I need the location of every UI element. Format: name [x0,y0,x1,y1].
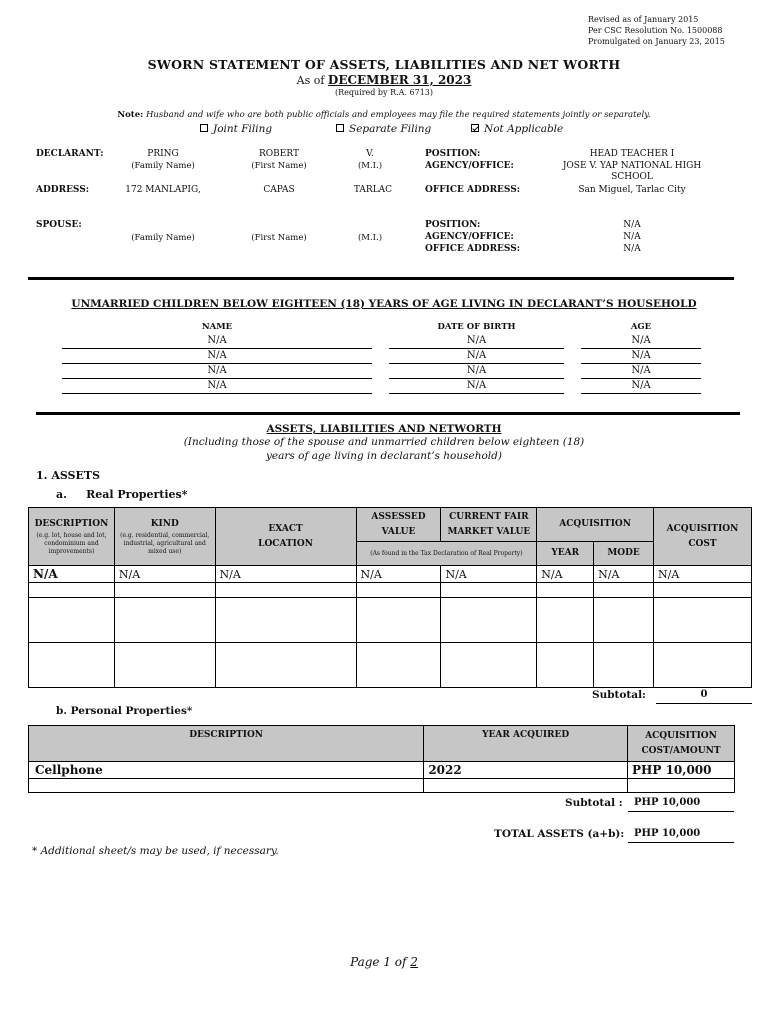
child-dob: N/A [389,349,564,364]
spouse-family-name-caption: (Family Name) [131,233,195,243]
declarant-agency-line2: SCHOOL [611,172,653,182]
children-dob-header: DATE OF BIRTH [437,322,516,332]
child-dob: N/A [389,379,564,394]
page-number-prefix: Page 1 of [350,955,411,969]
not-applicable-option[interactable] [471,123,563,135]
real-mode-cell: N/A [594,566,654,583]
child-name: N/A [62,349,372,364]
real-subtotal-label: Subtotal: [592,689,646,701]
real-mode-header: MODE [594,542,654,566]
real-kind-cell: N/A [114,566,215,583]
child-age: N/A [581,334,701,349]
as-of-line [0,73,768,87]
mi-caption: (M.I.) [357,161,383,171]
personal-cost-header: ACQUISITION COST/AMOUNT [628,726,735,762]
real-assessed-header: ASSESSED VALUE [356,508,441,542]
not-applicable-label: Not Applicable [484,123,564,135]
revision-line: Promulgated on January 23, 2015 [588,37,725,46]
spouse-agency: N/A [623,232,641,242]
real-year-header: YEAR [537,542,594,566]
not-applicable-checkbox[interactable] [471,124,479,132]
required-by: (Required by R.A. 6713) [334,88,434,97]
children-age-column [581,334,701,394]
spouse-position-label: POSITION: [425,220,481,230]
real-description-header-label: DESCRIPTION [34,519,109,529]
table-row [29,583,752,598]
personal-subtotal-value: PHP 10,000 [628,797,734,812]
declarant-office-address: San Miguel, Tarlac City [578,185,686,195]
assets-subtitle-2: years of age living in declarant’s household) [266,450,502,462]
real-description-note: (e.g. lot, house and lot, condominium and improvements) [36,532,107,555]
real-kind-header [114,508,215,566]
declarant-first-name: ROBERT [259,149,299,159]
tax-declaration-note: (As found in the Tax Declaration of Real Property) [370,549,523,557]
personal-year-cell: 2022 [424,762,628,779]
child-age: N/A [581,379,701,394]
page-title: SWORN STATEMENT OF ASSETS, LIABILITIES AND NET WORTH [147,57,621,72]
declarant-mi: V. [366,149,374,159]
personal-year-header: YEAR ACQUIRED [424,726,628,762]
children-dob-column [389,334,564,394]
tax-declaration-note-cell [356,542,537,566]
personal-properties-heading: b. Personal Properties* [56,705,193,717]
real-fair-cell: N/A [441,566,537,583]
personal-subtotal-label: Subtotal : [565,797,623,809]
child-name: N/A [62,379,372,394]
address-city: CAPAS [263,185,295,195]
real-kind-header-label: KIND [150,519,179,529]
total-assets-label: TOTAL ASSETS (a+b): [494,828,625,840]
position-label: POSITION: [425,149,481,159]
real-location-cell: N/A [215,566,356,583]
page-number [0,955,768,969]
address-province: TARLAC [353,185,393,195]
personal-description-header: DESCRIPTION [29,726,424,762]
children-name-header: NAME [201,322,233,332]
assets-section-title: ASSETS, LIABILITIES AND NETWORTH [266,423,502,435]
note-text: Husband and wife who are both public officials and employees may file the required statements jointly or separately. [145,110,651,120]
real-properties-table [28,507,752,688]
real-year-cell: N/A [537,566,594,583]
real-description-cell: N/A [29,566,115,583]
children-age-header: AGE [630,322,652,332]
children-name-column [62,334,372,394]
joint-filing-option[interactable] [200,123,272,135]
address-street: 172 MANLAPIG, [125,185,201,195]
real-properties-heading: a. Real Properties* [56,488,188,501]
spouse-mi-caption: (M.I.) [357,233,383,243]
assets-subtitle-1: (Including those of the spouse and unmarried children below eighteen (18) [183,436,585,448]
child-name: N/A [62,334,372,349]
table-row [29,566,752,583]
children-section-title: UNMARRIED CHILDREN BELOW EIGHTEEN (18) YEARS OF AGE LIVING IN DECLARANT’S HOUSEHOLD [71,298,697,310]
real-cost-header: ACQUISITION COST [653,508,751,566]
spouse-office-address: N/A [623,244,641,254]
total-assets-value: PHP 10,000 [628,828,734,843]
family-name-caption: (Family Name) [131,161,195,171]
revision-note [588,14,725,47]
real-kind-note: (e.g. residential, commercial, industrial, agricultural and mixed use) [120,532,210,555]
office-address-label: OFFICE ADDRESS: [425,185,521,195]
joint-filing-label: Joint Filing [213,123,273,135]
real-location-header: EXACT LOCATION [215,508,356,566]
real-cost-cell: N/A [653,566,751,583]
page-total: 2 [410,955,418,969]
declarant-position: HEAD TEACHER I [589,149,675,159]
child-name: N/A [62,364,372,379]
spouse-office-address-label: OFFICE ADDRESS: [425,244,521,254]
declarant-agency-line1: JOSE V. YAP NATIONAL HIGH [562,161,702,171]
declarant-family-name: PRING [147,149,179,159]
separate-filing-label: Separate Filing [349,123,432,135]
separate-filing-option[interactable] [336,123,431,135]
personal-properties-table [28,725,735,793]
real-description-header [29,508,115,566]
personal-description-cell: Cellphone [29,762,424,779]
spouse-agency-label: AGENCY/OFFICE: [425,232,514,242]
real-subtotal-value: 0 [656,689,752,704]
first-name-caption: (First Name) [251,161,307,171]
section-divider [36,412,740,415]
child-age: N/A [581,364,701,379]
revision-line: Per CSC Resolution No. 1500088 [588,26,723,35]
declarant-label: DECLARANT: [36,149,104,159]
joint-filing-checkbox[interactable] [200,124,208,132]
child-dob: N/A [389,334,564,349]
spouse-position: N/A [623,220,641,230]
table-row [29,779,735,793]
note-label: Note: [117,110,144,120]
spouse-label: SPOUSE: [36,220,82,230]
footnote: * Additional sheet/s may be used, if necessary. [32,845,279,857]
revision-line: Revised as of January 2015 [588,15,699,24]
section-divider [28,277,734,280]
as-of-date: DECEMBER 31, 2023 [327,73,472,87]
child-dob: N/A [389,364,564,379]
table-row [29,762,735,779]
note [0,110,768,120]
address-label: ADDRESS: [36,185,90,195]
table-row [29,598,752,643]
personal-cost-cell: PHP 10,000 [628,762,735,779]
table-row [29,643,752,688]
real-acquisition-header: ACQUISITION [537,508,654,542]
spouse-first-name-caption: (First Name) [251,233,307,243]
assets-heading: 1. ASSETS [36,469,101,482]
agency-label: AGENCY/OFFICE: [425,161,514,171]
as-of-prefix: As of [296,74,325,87]
child-age: N/A [581,349,701,364]
separate-filing-checkbox[interactable] [336,124,344,132]
real-assessed-cell: N/A [356,566,441,583]
real-fair-header: CURRENT FAIR MARKET VALUE [441,508,537,542]
